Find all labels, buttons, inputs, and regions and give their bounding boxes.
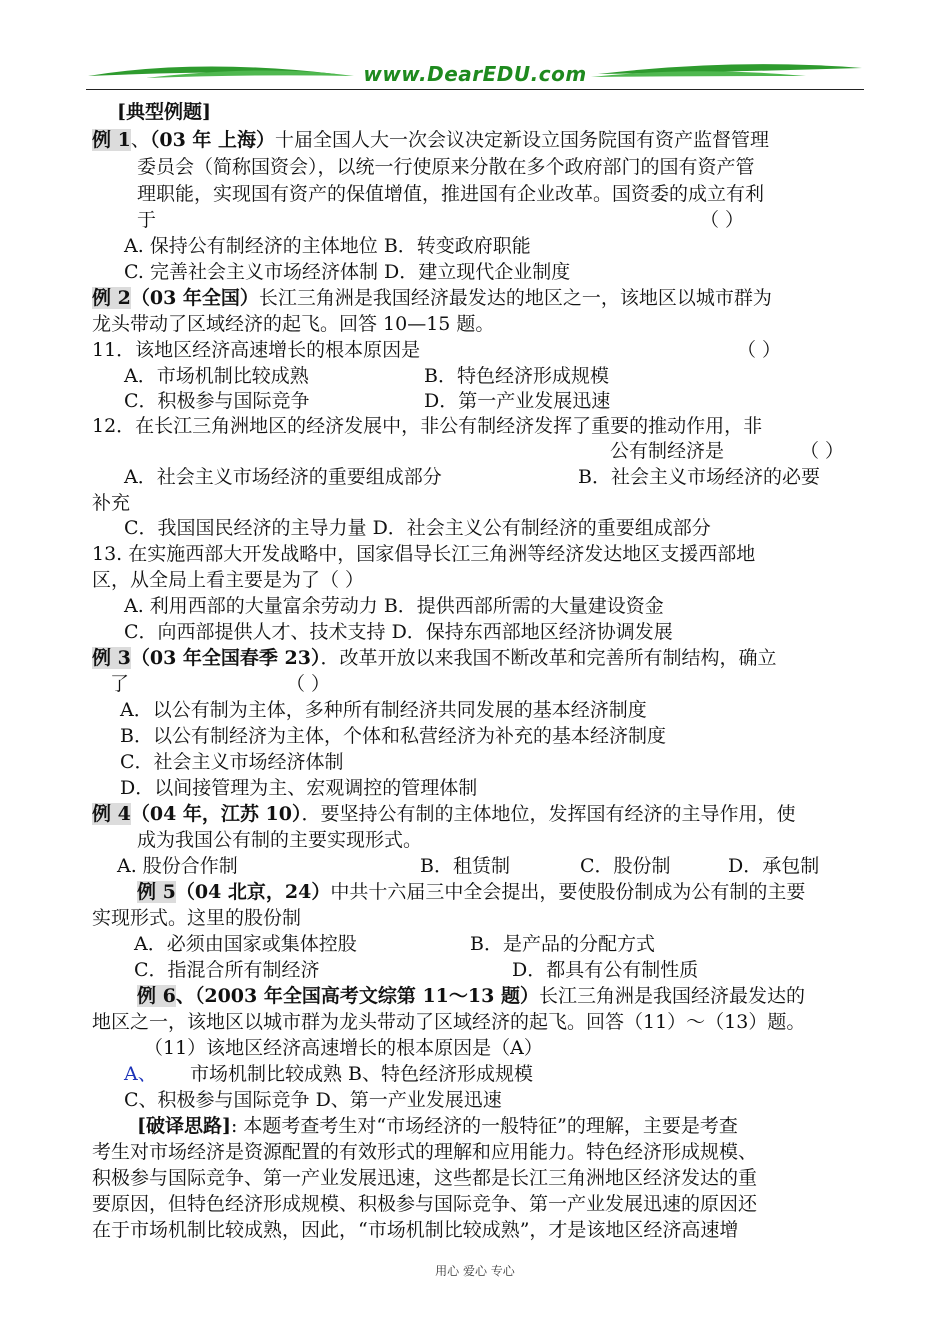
question-12-stem-1: 12．在长江三角洲地区的经济发展中，非公有制经济发挥了重要的推动作用，非 [92, 415, 763, 437]
example-6-line-2: 地区之一，该地区以城市群为龙头带动了区域经济的起飞。回答（11）～（13）题。 [92, 1011, 806, 1033]
question-13-stem-1: 13. 在实施西部大开发战略中，国家倡导长江三角洲等经济发达地区支援西部地 [92, 543, 756, 565]
example-1-options-ab: A. 保持公有制经济的主体地位 B．转变政府职能 [124, 235, 531, 257]
example-6-label: 例 6 [137, 985, 176, 1007]
example-4-option-a: A. 股份合作制 [117, 855, 238, 877]
question-11-option-b: B．特色经济形成规模 [424, 365, 609, 387]
question-12-option-b-cont: 补充 [92, 492, 131, 514]
question-11-stem: 11．该地区经济高速增长的根本原因是 [92, 339, 421, 361]
example-3-option-b: B．以公有制经济为主体，个体和私营经济为补充的基本经济制度 [120, 725, 666, 747]
question-11-option-a: A．市场机制比较成熟 [124, 365, 309, 387]
example-4-label: 例 4 [92, 803, 131, 825]
question-12-option-a: A．社会主义市场经济的重要组成部分 [124, 466, 442, 488]
question-13-stem-2: 区，从全局上看主要是为了（ ） [92, 569, 365, 591]
question-13-options-cd: C．向西部提供人才、技术支持 D．保持东西部地区经济协调发展 [124, 621, 673, 643]
example-6-answer-letter: A、 [124, 1063, 157, 1085]
example-2-source: （03 年全国） [130, 287, 259, 309]
example-1-text-1: 十届全国人大一次会议决定新设立国务院国有资产监督管理 [275, 129, 770, 151]
example-3-text-1: ．改革开放以来我国不断改革和完善所有制结构，确立 [320, 647, 777, 669]
header-rule [86, 89, 864, 90]
example-4-line-1 [92, 802, 795, 826]
example-3-line-1 [92, 646, 776, 670]
example-1-options-cd: C. 完善社会主义市场经济体制 D．建立现代企业制度 [124, 261, 571, 283]
example-4-text-1: ．要坚持公有制的主体地位，发挥国有经济的主导作用，使 [301, 803, 796, 825]
example-4-option-b: B．租赁制 [420, 855, 510, 877]
example-5-source: （04 北京，24） [175, 881, 331, 903]
site-url[interactable]: www.DearEDU.com [363, 62, 587, 86]
example-3-bracket: （ ） [286, 673, 331, 695]
example-6-options-ab: 市场机制比较成熟 B、特色经济形成规模 [190, 1063, 534, 1085]
analysis-text-1: : 本题考查考生对“市场经济的一般特征”的理解，主要是考查 [230, 1115, 738, 1137]
example-3-option-c: C．社会主义市场经济体制 [120, 751, 344, 773]
example-1-line-2: 委员会（简称国资会），以统一行使原来分散在多个政府部门的国有资产管 [137, 156, 755, 178]
example-4-option-c: C．股份制 [580, 855, 671, 877]
example-3-option-a: A．以公有制为主体，多种所有制经济共同发展的基本经济制度 [120, 699, 647, 721]
section-title: [典型例题] [117, 101, 211, 123]
question-12-option-b: B．社会主义市场经济的必要 [578, 466, 820, 488]
question-13-options-ab: A. 利用西部的大量富余劳动力 B．提供西部所需的大量建设资金 [124, 595, 664, 617]
example-4-option-d: D．承包制 [728, 855, 820, 877]
example-5-option-d: D．都具有公有制性质 [512, 959, 699, 981]
example-1-label: 例 1 [92, 129, 131, 151]
question-11-option-d: D．第一产业发展迅速 [424, 390, 611, 412]
example-5-option-b: B．是产品的分配方式 [470, 933, 655, 955]
example-1-answer-bracket: （ ） [700, 209, 745, 231]
example-6-question-11: （11）该地区经济高速增长的根本原因是（A） [144, 1037, 543, 1059]
example-6-source: 、（2003 年全国高考文综第 11～13 题） [175, 985, 539, 1007]
example-5-label: 例 5 [137, 881, 176, 903]
question-12-stem-2: 公有制经济是 [610, 440, 725, 462]
question-11-bracket: （ ） [737, 339, 782, 361]
example-3-option-d: D．以间接管理为主、宏观调控的管理体制 [120, 777, 478, 799]
example-5-option-a: A．必须由国家或集体控股 [134, 933, 357, 955]
example-6-line-1 [137, 984, 805, 1008]
example-1-line-3: 理职能，实现国有资产的保值增值，推进国有企业改革。国资委的成立有利 [137, 183, 765, 205]
analysis-line-1 [137, 1114, 738, 1138]
example-5-line-1 [137, 880, 805, 904]
example-5-text-1: 中共十六届三中全会提出，要使股份制成为公有制的主要 [330, 881, 806, 903]
example-3-line-2: 了 [110, 673, 130, 695]
example-1-line-4: 于 [137, 209, 157, 231]
example-6-text-1: 长江三角洲是我国经济最发达的 [538, 985, 805, 1007]
example-3-label: 例 3 [92, 647, 131, 669]
site-header-banner [86, 50, 864, 90]
example-2-line-1 [92, 286, 772, 310]
example-6-options-cd: C、积极参与国际竞争 D、第一产业发展迅速 [124, 1089, 502, 1111]
analysis-line-3: 积极参与国际竞争、第一产业发展迅速，这些都是长江三角洲地区经济发达的重 [92, 1167, 758, 1189]
question-11-option-c: C．积极参与国际竞争 [124, 390, 310, 412]
example-1-line-1 [92, 128, 769, 152]
example-4-line-2: 成为我国公有制的主要实现形式。 [137, 829, 423, 851]
analysis-line-5: 在于市场机制比较成熟，因此，“市场机制比较成熟”，才是该地区经济高速增 [92, 1219, 739, 1241]
analysis-line-2: 考生对市场经济是资源配置的有效形式的理解和应用能力。特色经济形成规模、 [92, 1141, 758, 1163]
example-2-label: 例 2 [92, 287, 131, 309]
example-5-line-2: 实现形式。这里的股份制 [92, 907, 302, 929]
question-12-bracket: （ ） [800, 440, 845, 462]
example-1-source: （03 年 上海） [149, 129, 276, 151]
example-2-line-2: 龙头带动了区域经济的起飞。回答 10—15 题。 [92, 313, 495, 335]
analysis-line-4: 要原因，但特色经济形成规模、积极参与国际竞争、第一产业发展迅速的原因还 [92, 1193, 758, 1215]
page-footer: 用心 爱心 专心 [435, 1264, 515, 1278]
question-12-options-cd: C．我国国民经济的主导力量 D．社会主义公有制经济的重要组成部分 [124, 517, 711, 539]
example-4-source: （04 年，江苏 10） [130, 803, 302, 825]
example-1-separator: 、 [130, 129, 150, 151]
analysis-label: [破译思路] [137, 1115, 231, 1137]
example-5-option-c: C．指混合所有制经济 [134, 959, 320, 981]
example-2-text-1: 长江三角洲是我国经济最发达的地区之一，该地区以城市群为 [258, 287, 772, 309]
example-3-source: （03 年全国春季 23） [130, 647, 321, 669]
